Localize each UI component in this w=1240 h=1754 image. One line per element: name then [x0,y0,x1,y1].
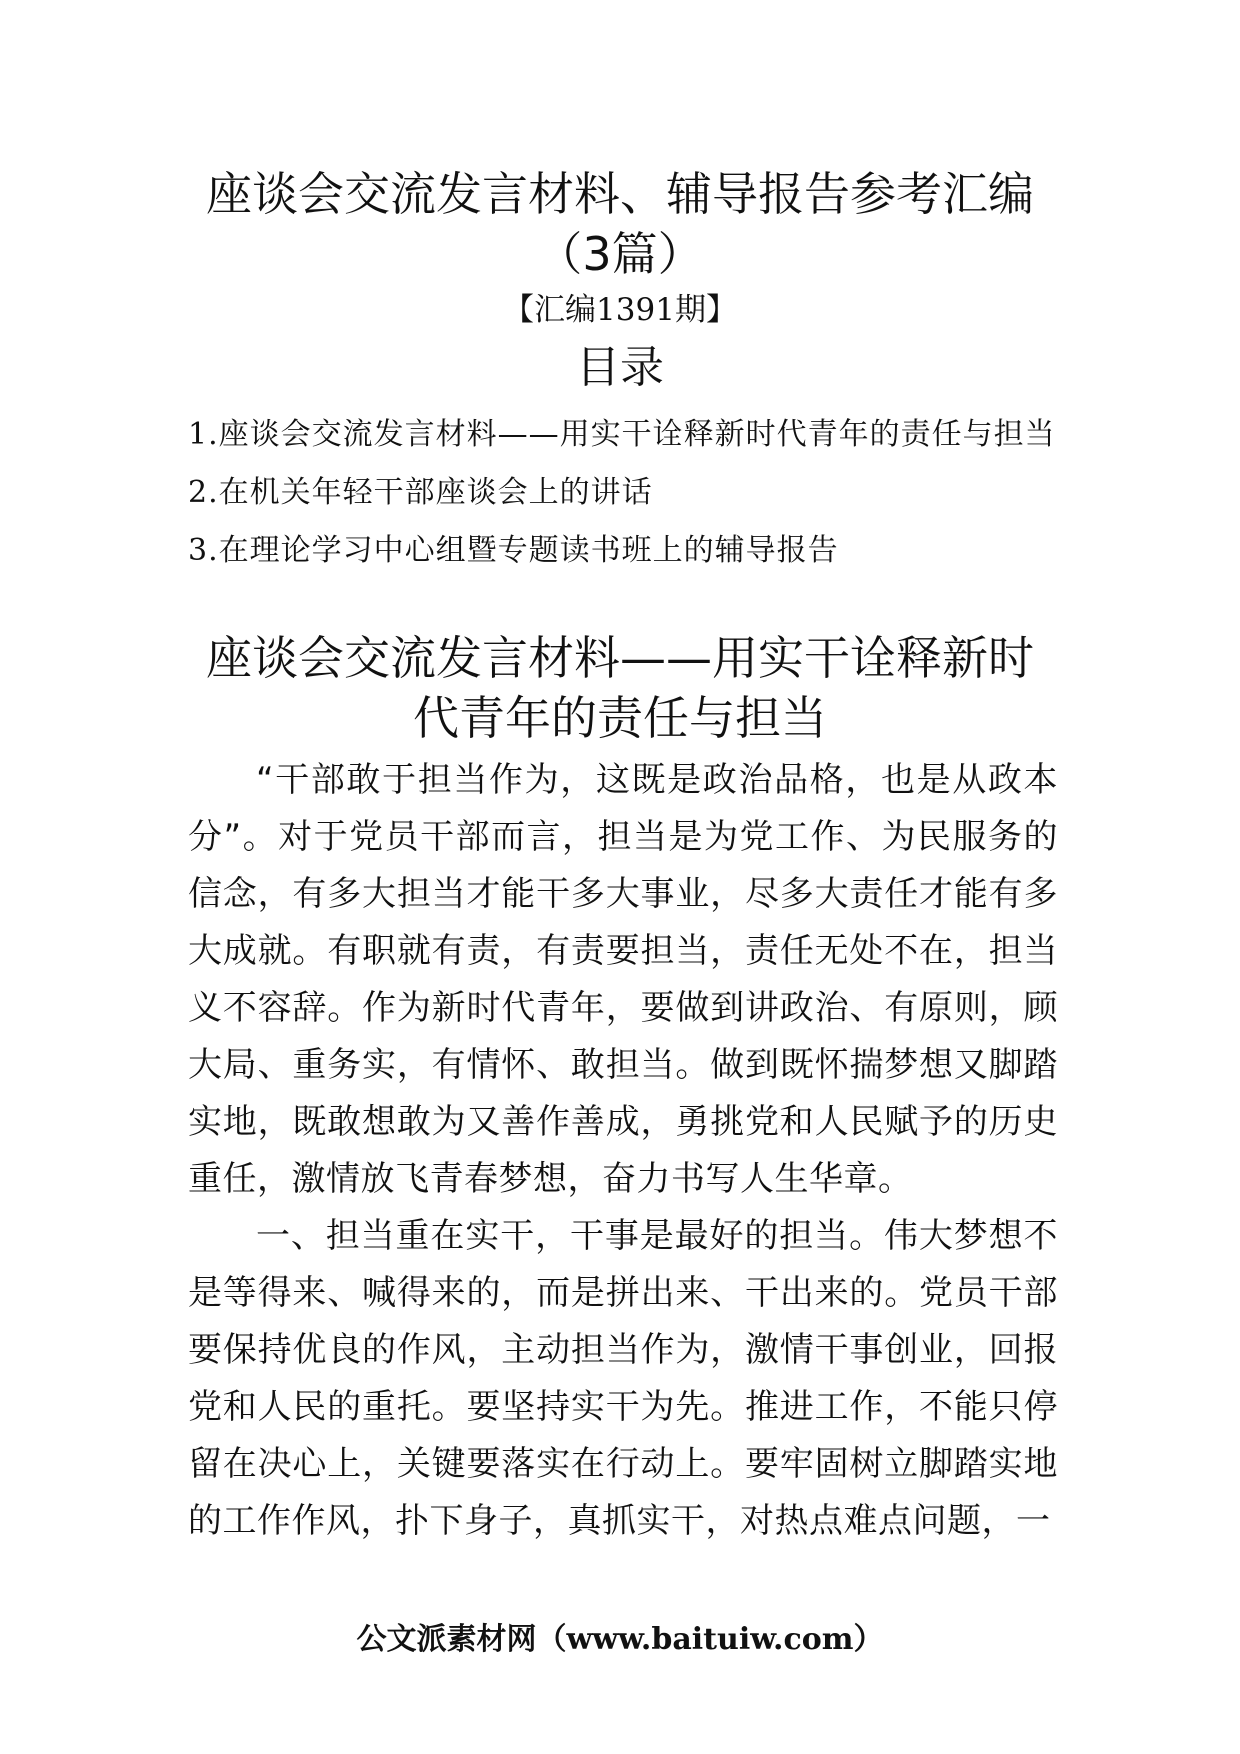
article-title [150,628,1090,748]
toc-item: 1.座谈会交流发言材料——用实干诠释新时代青年的责任与担当 [188,417,1056,452]
document-title-line-2: （3篇） [536,227,704,281]
document-title [150,164,1090,284]
article-body [188,752,1058,1550]
article-paragraph: “干部敢于担当作为，这既是政治品格，也是从政本分”。对于党员干部而言，担当是为党工作、为民服务的信念，有多大担当才能干多大事业，尽多大责任才能有多大成就。有职就有责，有责要担当，责任无处不在，担当义不容辞。作为新时代青年，要做到讲政治、有原则，顾大局、重务实，有情怀、敢担当。做到既怀揣梦想又脚踏实地，既敢想敢为又善作善成，勇挑党和人民赋予的历史重任，激情放飞青春梦想，奋力书写人生华章。 [188,760,1058,1199]
toc-item: 2.在机关年轻干部座谈会上的讲话 [188,475,653,510]
footer-watermark: 公文派素材网（www.baituiw.com） [356,1622,884,1657]
article-paragraph: 一、担当重在实干，干事是最好的担当。伟大梦想不是等得来、喊得来的，而是拼出来、干出来的。党员干部要保持优良的作风，主动担当作为，激情干事创业，回报党和人民的重托。要坚持实干为先。推进工作，不能只停留在决心上，关键要落实在行动上。要牢固树立脚踏实地的工作作风，扑下身子，真抓实干，对热点难点问题，一 [188,1216,1058,1541]
document-title-line-1: 座谈会交流发言材料、辅导报告参考汇编 [206,167,1034,221]
toc-heading: 目录 [576,342,664,393]
toc-item: 3.在理论学习中心组暨专题读书班上的辅导报告 [188,533,839,568]
article-title-line-1: 座谈会交流发言材料——用实干诠释新时 [206,631,1034,685]
table-of-contents [188,406,1068,580]
article-title-line-2: 代青年的责任与担当 [413,691,827,745]
issue-number: 【汇编1391期】 [503,292,737,328]
